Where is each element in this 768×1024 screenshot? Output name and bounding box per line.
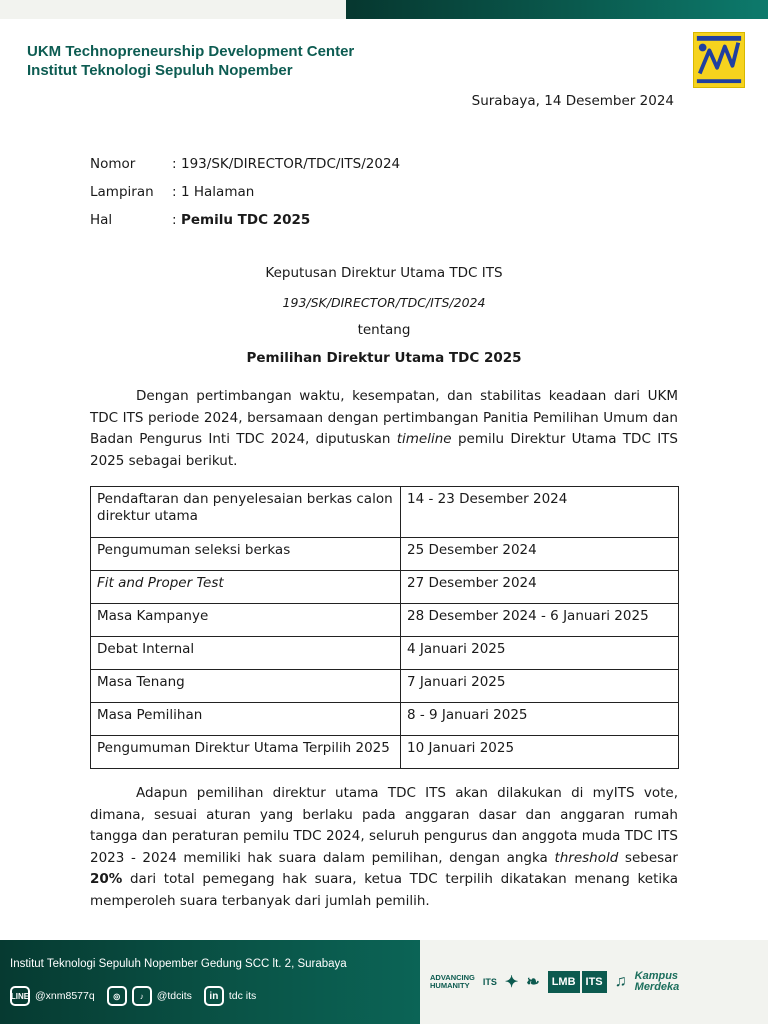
kampus-merdeka-logo bbox=[635, 971, 680, 993]
timeline-date: 27 Desember 2024 bbox=[401, 571, 679, 604]
its-logo: ITS bbox=[482, 977, 497, 987]
meta-row-nomor bbox=[90, 150, 400, 178]
meta-row-hal bbox=[90, 206, 400, 234]
anniversary-icon: ❧ bbox=[526, 974, 540, 991]
kampus-word: Kampus bbox=[634, 970, 679, 982]
footer bbox=[0, 940, 768, 1024]
decree-number: 193/SK/DIRECTOR/TDC/ITS/2024 bbox=[282, 295, 486, 310]
decree-heading: Keputusan Direktur Utama TDC ITS bbox=[265, 265, 503, 281]
linkedin-handle[interactable]: tdc its bbox=[228, 990, 257, 1002]
footer-dark bbox=[0, 940, 420, 1024]
timeline-row bbox=[91, 571, 679, 604]
meta-label: Hal bbox=[90, 212, 113, 228]
top-banner-dark bbox=[346, 0, 768, 19]
instagram-icon[interactable]: ◎ bbox=[107, 986, 127, 1006]
partner-logos bbox=[430, 960, 687, 1004]
letter-meta bbox=[90, 150, 400, 234]
timeline-date: 28 Desember 2024 - 6 Januari 2025 bbox=[401, 604, 679, 637]
timeline-event: Debat Internal bbox=[91, 637, 401, 670]
timeline-table bbox=[90, 486, 679, 769]
timeline-event: Masa Kampanye bbox=[91, 604, 401, 637]
timeline-row bbox=[91, 487, 679, 538]
timeline-row bbox=[91, 670, 679, 703]
closing-text: sebesar bbox=[618, 849, 678, 866]
closing-text: Adapun pemilihan direktur utama TDC ITS akan dilakukan di myITS vote, dimana, sesuai aturan yang berlaku pada anggaran dasar dan anggaran rumah tangga dan peraturan pemilu TDC 2024, seluruh pengurus dan anggota muda TDC ITS 2023 - 2024 memiliki hak suara dalam pemilihan, dengan angka bbox=[90, 785, 678, 866]
timeline-row bbox=[91, 736, 679, 769]
institution-name: Institut Teknologi Sepuluh Nopember bbox=[27, 62, 293, 79]
social-links bbox=[10, 986, 256, 1006]
place-date: Surabaya, 14 Desember 2024 bbox=[471, 93, 674, 109]
closing-text-end: dari total pemegang hak suara, ketua TDC terpilih dikatakan menang ketika memperoleh suara terbanyak dari jumlah pemilih. bbox=[90, 871, 678, 909]
meta-colon: : bbox=[172, 156, 177, 172]
tdc-logo bbox=[693, 32, 745, 88]
timeline-row bbox=[91, 637, 679, 670]
meta-colon: : bbox=[172, 184, 177, 200]
intro-italic: timeline bbox=[396, 431, 452, 447]
intro-paragraph bbox=[90, 386, 678, 472]
tdc-logo-icon bbox=[694, 33, 744, 87]
line-icon[interactable]: LINE bbox=[10, 986, 30, 1006]
timeline-event: Pengumuman Direktur Utama Terpilih 2025 bbox=[91, 736, 401, 769]
linkedin-icon[interactable]: in bbox=[204, 986, 224, 1006]
timeline-row bbox=[91, 538, 679, 571]
top-banner bbox=[0, 0, 768, 19]
merdeka-word: Merdeka bbox=[634, 981, 680, 993]
meta-value: 1 Halaman bbox=[181, 184, 255, 200]
timeline-event: Masa Tenang bbox=[91, 670, 401, 703]
meta-label: Lampiran bbox=[90, 184, 154, 200]
tiktok-handle[interactable]: @tdcits bbox=[156, 990, 192, 1002]
intro-text: Dengan pertimbangan waktu, kesempatan, dan stabilitas keadaan dari UKM TDC ITS periode 2024, bersamaan dengan pertimbangan Panitia Pemilihan Umum dan Badan Pengurus Inti TDC 2024, diputuskan bbox=[90, 388, 678, 447]
closing-italic: threshold bbox=[554, 849, 619, 866]
intro-text-end: pemilu Direktur Utama TDC ITS 2025 sebagai berikut. bbox=[90, 431, 678, 469]
line-id[interactable]: @xnm8577q bbox=[35, 990, 95, 1002]
threshold-value: 20% bbox=[90, 871, 123, 887]
tiktok-icon[interactable]: ♪ bbox=[132, 986, 152, 1006]
lmb-logo: LMB bbox=[548, 971, 580, 993]
advancing-humanity-logo: ADVANCING HUMANITY bbox=[430, 973, 475, 990]
music-logo-icon: ♫ bbox=[614, 973, 627, 990]
timeline-date: 25 Desember 2024 bbox=[401, 538, 679, 571]
decree-about: tentang bbox=[357, 322, 411, 338]
meta-value: Pemilu TDC 2025 bbox=[181, 212, 311, 228]
timeline-date: 7 Januari 2025 bbox=[401, 670, 679, 703]
top-banner-light bbox=[0, 0, 346, 19]
meta-colon: : bbox=[172, 212, 177, 228]
flame-icon: ✦ bbox=[504, 974, 519, 991]
timeline-row bbox=[91, 604, 679, 637]
timeline-event: Pendaftaran dan penyelesaian berkas calon direktur utama bbox=[91, 487, 401, 538]
decree-subject: Pemilihan Direktur Utama TDC 2025 bbox=[246, 350, 522, 366]
meta-label: Nomor bbox=[90, 156, 136, 172]
org-header bbox=[27, 42, 354, 80]
lmb-its-logo: ITS bbox=[582, 971, 607, 993]
closing-paragraph bbox=[90, 783, 678, 912]
timeline-event: Masa Pemilihan bbox=[91, 703, 401, 736]
footer-address: Institut Teknologi Sepuluh Nopember Gedung SCC lt. 2, Surabaya bbox=[10, 958, 347, 970]
timeline-date: 8 - 9 Januari 2025 bbox=[401, 703, 679, 736]
timeline-row bbox=[91, 703, 679, 736]
timeline-date: 4 Januari 2025 bbox=[401, 637, 679, 670]
org-name: UKM Technopreneurship Development Center bbox=[27, 43, 355, 60]
timeline-date: 10 Januari 2025 bbox=[401, 736, 679, 769]
timeline-event: Fit and Proper Test bbox=[91, 571, 401, 604]
timeline-date: 14 - 23 Desember 2024 bbox=[401, 487, 679, 538]
meta-value: 193/SK/DIRECTOR/TDC/ITS/2024 bbox=[181, 156, 401, 172]
timeline-event: Pengumuman seleksi berkas bbox=[91, 538, 401, 571]
meta-row-lampiran bbox=[90, 178, 400, 206]
